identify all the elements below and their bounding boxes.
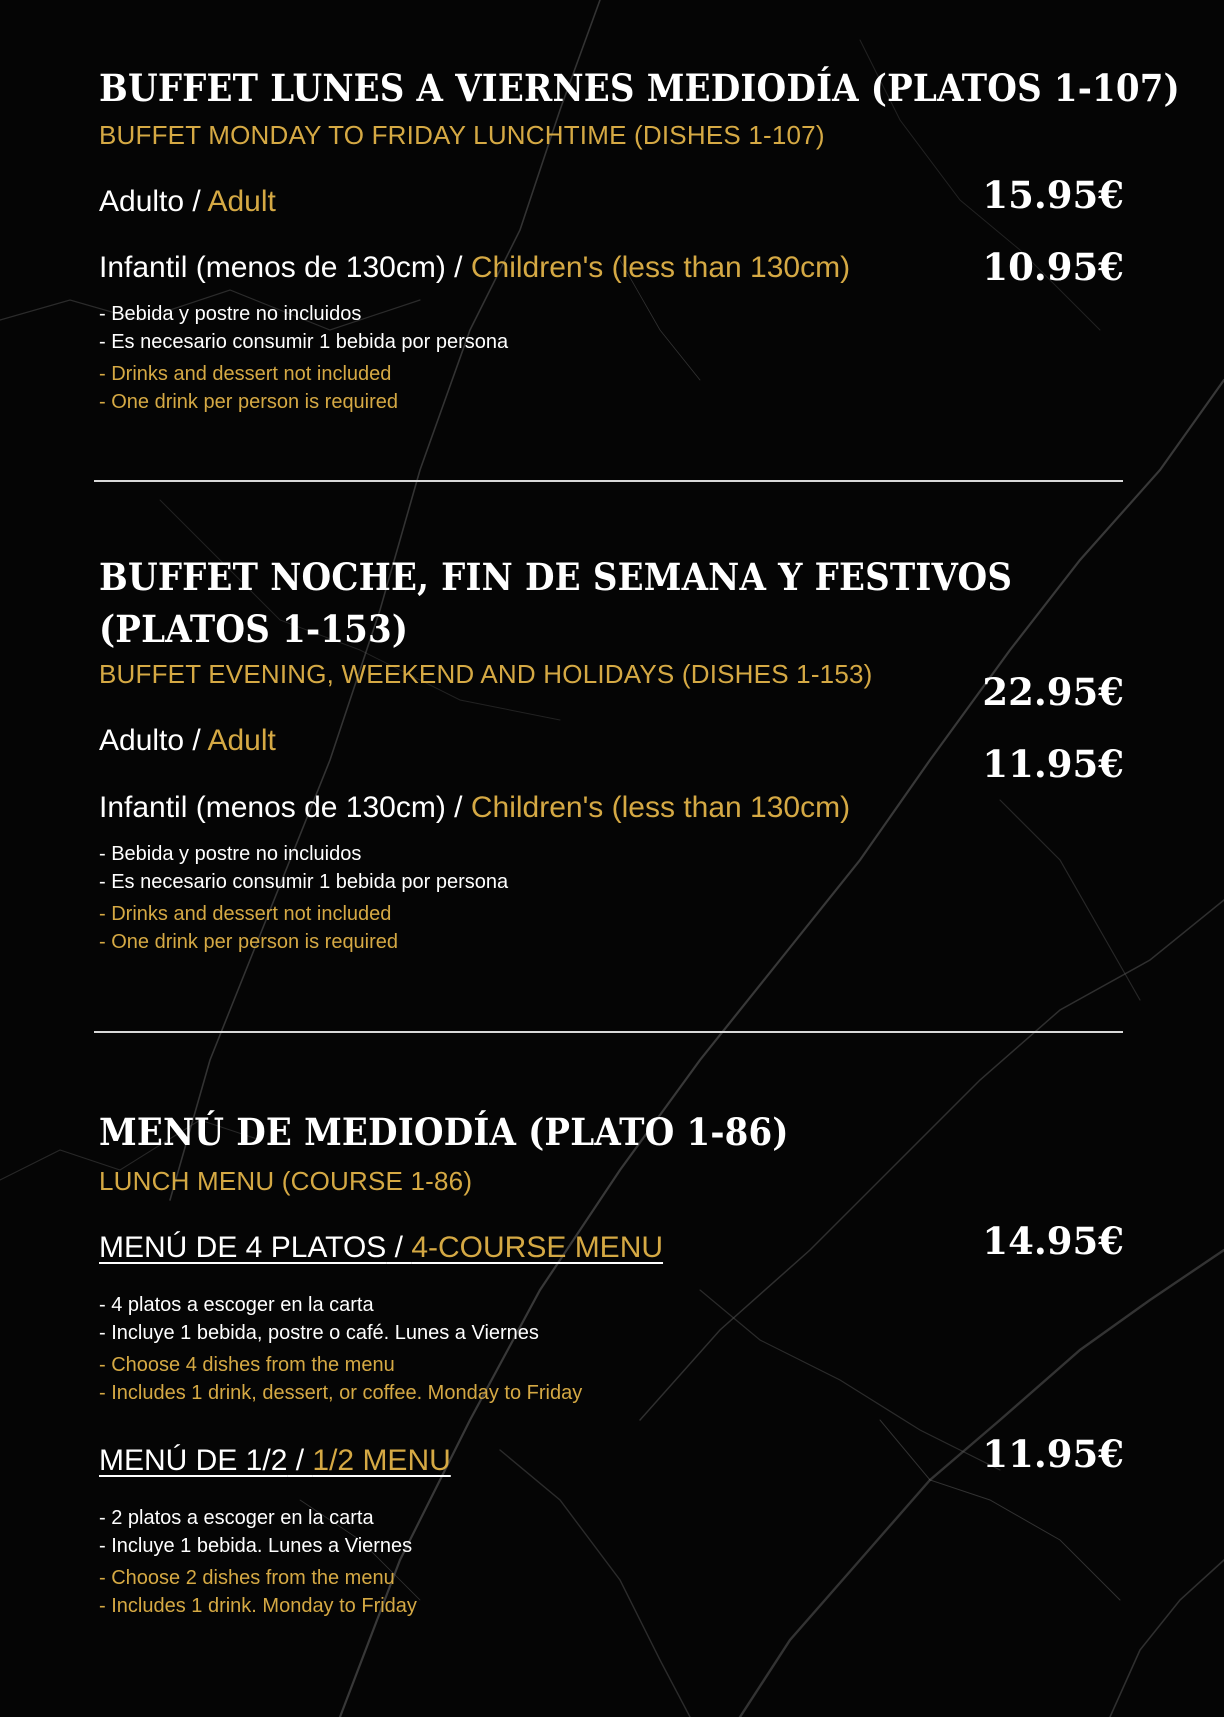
note-en: - Drinks and dessert not included — [99, 903, 392, 925]
section-2-title-line2: (PLATOS 1-153) — [99, 607, 409, 651]
section-2-row-child — [99, 791, 850, 825]
section-1-price-adult: 15.95€ — [982, 173, 1124, 217]
note-en: - Choose 2 dishes from the menu — [99, 1567, 395, 1589]
row-label-en: Adult — [207, 185, 276, 218]
menu-separator: / — [287, 1444, 313, 1477]
section-divider — [94, 480, 1123, 482]
row-label-es: Adulto — [99, 724, 185, 757]
note-en: - Includes 1 drink, dessert, or coffee. Monday to Friday — [99, 1382, 583, 1404]
row-separator: / — [445, 791, 471, 824]
row-separator: / — [445, 251, 471, 284]
note-en: - Includes 1 drink. Monday to Friday — [99, 1595, 417, 1617]
menu-label-es: MENÚ DE 1/2 — [99, 1444, 288, 1477]
row-label-en: Adult — [207, 724, 276, 757]
note-en: - One drink per person is required — [99, 391, 399, 413]
section-1-subtitle: BUFFET MONDAY TO FRIDAY LUNCHTIME (DISHES 1-107) — [99, 120, 825, 150]
menu-half-price: 11.95€ — [982, 1432, 1124, 1476]
menu-label-es: MENÚ DE 4 PLATOS — [99, 1231, 387, 1264]
menu-separator: / — [386, 1231, 412, 1264]
section-2-price-adult: 22.95€ — [982, 670, 1124, 714]
menu-label-en: 1/2 MENU — [312, 1444, 451, 1477]
note-es: - 2 platos a escoger en la carta — [99, 1507, 374, 1529]
section-2-price-child: 11.95€ — [982, 742, 1124, 786]
note-es: - Bebida y postre no incluidos — [99, 843, 362, 865]
note-en: - One drink per person is required — [99, 931, 399, 953]
note-es: - Es necesario consumir 1 bebida por persona — [99, 331, 509, 353]
section-3-subtitle: LUNCH MENU (COURSE 1-86) — [99, 1166, 473, 1196]
note-en: - Choose 4 dishes from the menu — [99, 1354, 395, 1376]
menu-4-course-notes — [99, 1291, 582, 1407]
section-1-row-adult — [99, 185, 276, 219]
menu-4-course-price: 14.95€ — [982, 1219, 1124, 1263]
section-2-notes — [99, 840, 508, 956]
note-es: - Incluye 1 bebida, postre o café. Lunes a Viernes — [99, 1322, 539, 1344]
row-label-en: Children's (less than 130cm) — [470, 791, 851, 824]
row-label-es: Adulto — [99, 185, 185, 218]
row-separator: / — [184, 185, 208, 218]
section-1-notes — [99, 300, 508, 416]
section-1-price-child: 10.95€ — [982, 245, 1124, 289]
section-3-title: MENÚ DE MEDIODÍA (PLATO 1-86) — [99, 1110, 789, 1154]
section-2-subtitle: BUFFET EVENING, WEEKEND AND HOLIDAYS (DISHES 1-153) — [99, 659, 873, 689]
row-separator: / — [184, 724, 208, 757]
note-es: - Bebida y postre no incluidos — [99, 303, 362, 325]
row-label-es: Infantil (menos de 130cm) — [99, 791, 446, 824]
row-label-en: Children's (less than 130cm) — [470, 251, 851, 284]
section-2-title-line1: BUFFET NOCHE, FIN DE SEMANA Y FESTIVOS — [99, 555, 1013, 599]
menu-4-course-heading — [99, 1231, 663, 1265]
section-divider — [94, 1031, 1123, 1033]
row-label-es: Infantil (menos de 130cm) — [99, 251, 446, 284]
note-es: - Es necesario consumir 1 bebida por persona — [99, 871, 509, 893]
section-2-row-adult — [99, 724, 276, 758]
menu-half-notes — [99, 1504, 417, 1620]
menu-label-en: 4-COURSE MENU — [411, 1231, 664, 1264]
note-en: - Drinks and dessert not included — [99, 363, 392, 385]
section-1-title: BUFFET LUNES A VIERNES MEDIODÍA (PLATOS 1-107) — [99, 66, 1180, 110]
menu-half-heading — [99, 1444, 451, 1478]
note-es: - Incluye 1 bebida. Lunes a Viernes — [99, 1535, 413, 1557]
section-1-row-child — [99, 251, 850, 285]
note-es: - 4 platos a escoger en la carta — [99, 1294, 374, 1316]
